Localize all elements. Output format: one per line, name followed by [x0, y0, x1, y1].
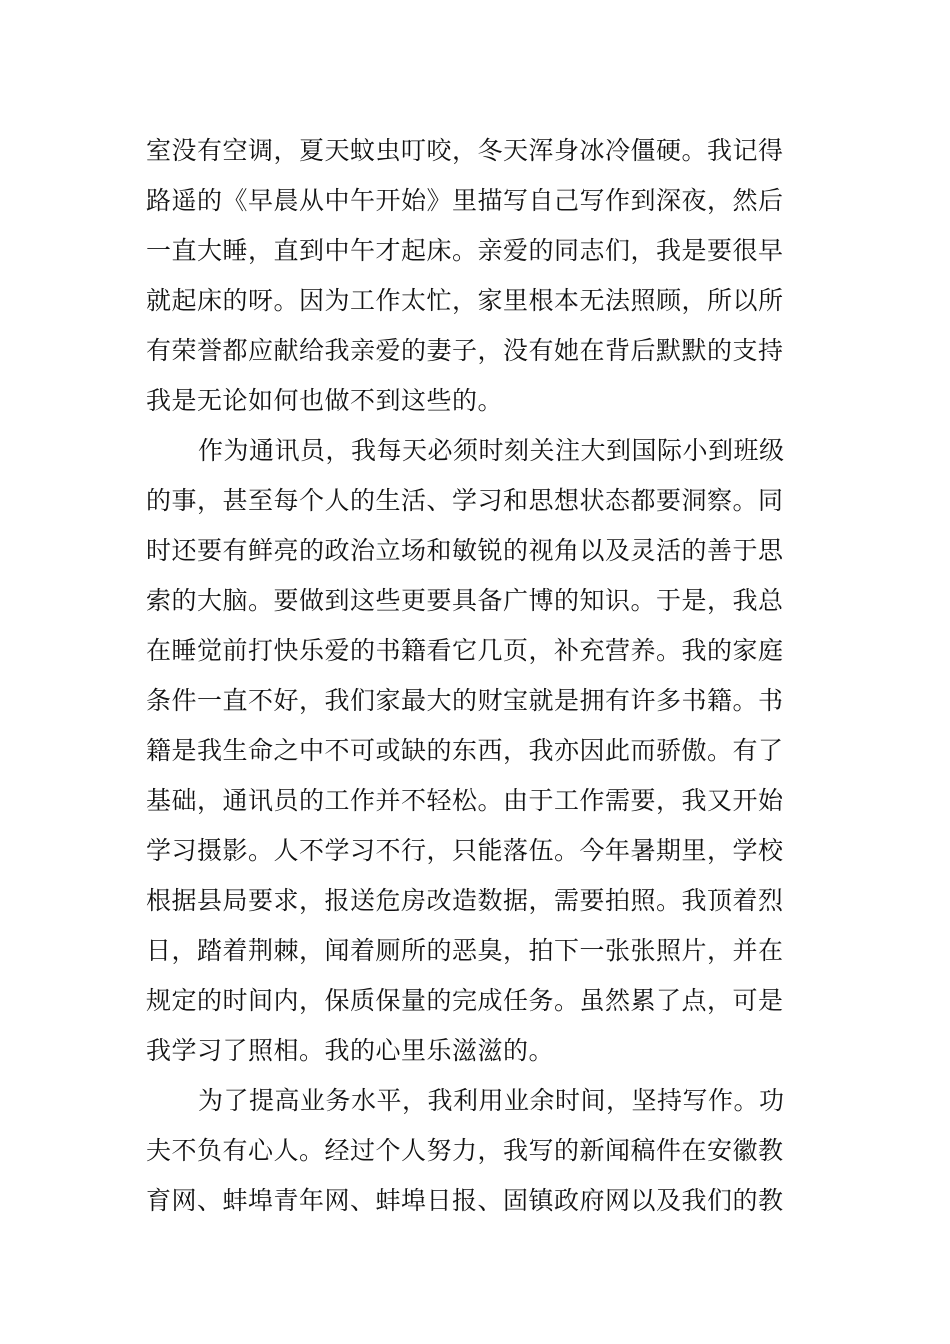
document-body	[146, 126, 816, 1226]
text-line: 路遥的《早晨从中午开始》里描写自己写作到深夜，然后	[146, 186, 784, 215]
text-line: 育网、蚌埠青年网、蚌埠日报、固镇政府网以及我们的教	[146, 1186, 784, 1215]
text-line: 基础，通讯员的工作并不轻松。由于工作需要，我又开始	[146, 786, 784, 815]
text-line: 我是无论如何也做不到这些的。	[146, 386, 504, 415]
text-line: 日，踏着荆棘，闻着厕所的恶臭，拍下一张张照片，并在	[146, 936, 784, 965]
text-line: 在睡觉前打快乐爱的书籍看它几页，补充营养。我的家庭	[146, 636, 784, 665]
text-line: 夫不负有心人。经过个人努力，我写的新闻稿件在安徽教	[146, 1136, 784, 1165]
text-line: 学习摄影。人不学习不行，只能落伍。今年暑期里，学校	[146, 836, 784, 865]
paragraph-start-line: 为了提高业务水平，我利用业余时间，坚持写作。功	[198, 1086, 785, 1115]
text-line: 条件一直不好，我们家最大的财宝就是拥有许多书籍。书	[146, 686, 784, 715]
text-line: 室没有空调，夏天蚊虫叮咬，冬天浑身冰冷僵硬。我记得	[146, 136, 784, 165]
text-line: 的事，甚至每个人的生活、学习和思想状态都要洞察。同	[146, 486, 784, 515]
paragraph-start-line: 作为通讯员，我每天必须时刻关注大到国际小到班级	[198, 436, 785, 465]
text-line: 就起床的呀。因为工作太忙，家里根本无法照顾，所以所	[146, 286, 784, 315]
text-line: 根据县局要求，报送危房改造数据，需要拍照。我顶着烈	[146, 886, 784, 915]
text-line: 时还要有鲜亮的政治立场和敏锐的视角以及灵活的善于思	[146, 536, 784, 565]
text-line: 规定的时间内，保质保量的完成任务。虽然累了点，可是	[146, 986, 784, 1015]
text-line: 我学习了照相。我的心里乐滋滋的。	[146, 1036, 555, 1065]
text-line: 有荣誉都应献给我亲爱的妻子，没有她在背后默默的支持	[146, 336, 784, 365]
text-line: 籍是我生命之中不可或缺的东西，我亦因此而骄傲。有了	[146, 736, 784, 765]
text-line: 一直大睡，直到中午才起床。亲爱的同志们，我是要很早	[146, 236, 784, 265]
text-line: 索的大脑。要做到这些更要具备广博的知识。于是，我总	[146, 586, 784, 615]
